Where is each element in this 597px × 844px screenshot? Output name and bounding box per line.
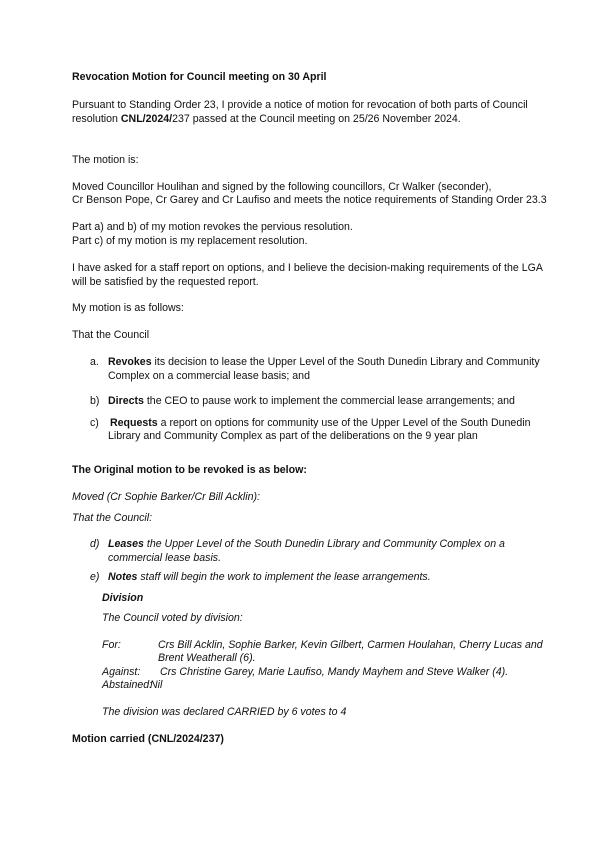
item-b-keyword: Directs bbox=[108, 395, 144, 407]
division-voted: The Council voted by division: bbox=[102, 612, 243, 624]
report-line-2: will be satisfied by the requested report. bbox=[72, 276, 259, 288]
intro-text-a: resolution bbox=[72, 113, 121, 125]
my-motion-label: My motion is as follows: bbox=[72, 302, 184, 314]
item-c-line-2: Library and Community Complex as part of the deliberations on the 9 year plan bbox=[108, 430, 478, 442]
moved-line-2: Cr Benson Pope, Cr Garey and Cr Laufiso and meets the notice requirements of Standing Order 23.3 bbox=[72, 194, 547, 206]
parts-line-1: Part a) and b) of my motion revokes the pervious resolution. bbox=[72, 221, 353, 233]
item-d-line-1 bbox=[108, 538, 505, 551]
division-for-label: For: bbox=[102, 639, 121, 651]
motion-is-label: The motion is: bbox=[72, 154, 139, 166]
item-b-marker: b) bbox=[90, 395, 100, 407]
item-a-keyword: Revokes bbox=[108, 356, 152, 368]
resolution-reference: CNL/2024/ bbox=[120, 113, 173, 125]
division-for-line-1: Crs Bill Acklin, Sophie Barker, Kevin Gilbert, Carmen Houlahan, Cherry Lucas and bbox=[158, 639, 543, 651]
that-the-council: That the Council bbox=[72, 329, 150, 341]
item-d-line-2: commercial lease basis. bbox=[108, 552, 222, 564]
intro-line-1: Pursuant to Standing Order 23, I provide a notice of motion for revocation of both parts of Council bbox=[72, 99, 528, 111]
intro-line-2 bbox=[72, 113, 461, 126]
item-b-line-1 bbox=[108, 395, 515, 408]
item-a-text: its decision to lease the Upper Level of the South Dunedin Library and Community bbox=[151, 356, 540, 368]
parts-line-2: Part c) of my motion is my replacement resolution. bbox=[72, 235, 308, 247]
report-line-1: I have asked for a staff report on options, and I believe the decision-making requirements of the LGA bbox=[72, 262, 543, 274]
division-for-line-2: Brent Weatherall (6). bbox=[158, 652, 256, 664]
intro-text-b: 237 passed at the Council meeting on 25/26 November 2024. bbox=[172, 113, 461, 125]
division-abstained: Nil bbox=[150, 679, 163, 691]
item-a-marker: a. bbox=[90, 356, 99, 368]
division-against: Crs Christine Garey, Marie Laufiso, Mandy Mayhem and Steve Walker (4). bbox=[160, 666, 509, 678]
item-c-marker: c) bbox=[90, 417, 99, 429]
original-moved: Moved (Cr Sophie Barker/Cr Bill Acklin): bbox=[72, 491, 260, 503]
item-e-text: staff will begin the work to implement the lease arrangements. bbox=[137, 571, 431, 583]
item-e-line-1 bbox=[108, 571, 431, 584]
item-c-keyword: Requests bbox=[110, 417, 158, 429]
item-d-marker: d) bbox=[90, 538, 100, 550]
item-b-text: the CEO to pause work to implement the commercial lease arrangements; and bbox=[143, 395, 515, 407]
item-e-keyword: Notes bbox=[108, 571, 138, 583]
item-a-line-2: Complex on a commercial lease basis; and bbox=[108, 370, 310, 382]
item-c-line-1 bbox=[110, 417, 530, 430]
division-heading: Division bbox=[102, 592, 144, 604]
division-declared: The division was declared CARRIED by 6 votes to 4 bbox=[102, 706, 347, 718]
original-that-council: That the Council: bbox=[72, 512, 153, 524]
document-title: Revocation Motion for Council meeting on 30 April bbox=[72, 71, 327, 83]
item-c-text: a report on options for community use of the Upper Level of the South Dunedin bbox=[157, 417, 531, 429]
division-abstained-label: Abstained: bbox=[102, 679, 153, 691]
division-against-label: Against: bbox=[102, 666, 141, 678]
item-d-keyword: Leases bbox=[108, 538, 144, 550]
original-motion-heading: The Original motion to be revoked is as below: bbox=[72, 464, 307, 476]
moved-line-1: Moved Councillor Houlihan and signed by the following councillors, Cr Walker (seconder), bbox=[72, 181, 492, 193]
item-d-text: the Upper Level of the South Dunedin Library and Community Complex on a bbox=[143, 538, 505, 550]
item-e-marker: e) bbox=[90, 571, 100, 583]
motion-carried: Motion carried (CNL/2024/237) bbox=[72, 733, 224, 745]
item-a-line-1 bbox=[108, 356, 540, 369]
